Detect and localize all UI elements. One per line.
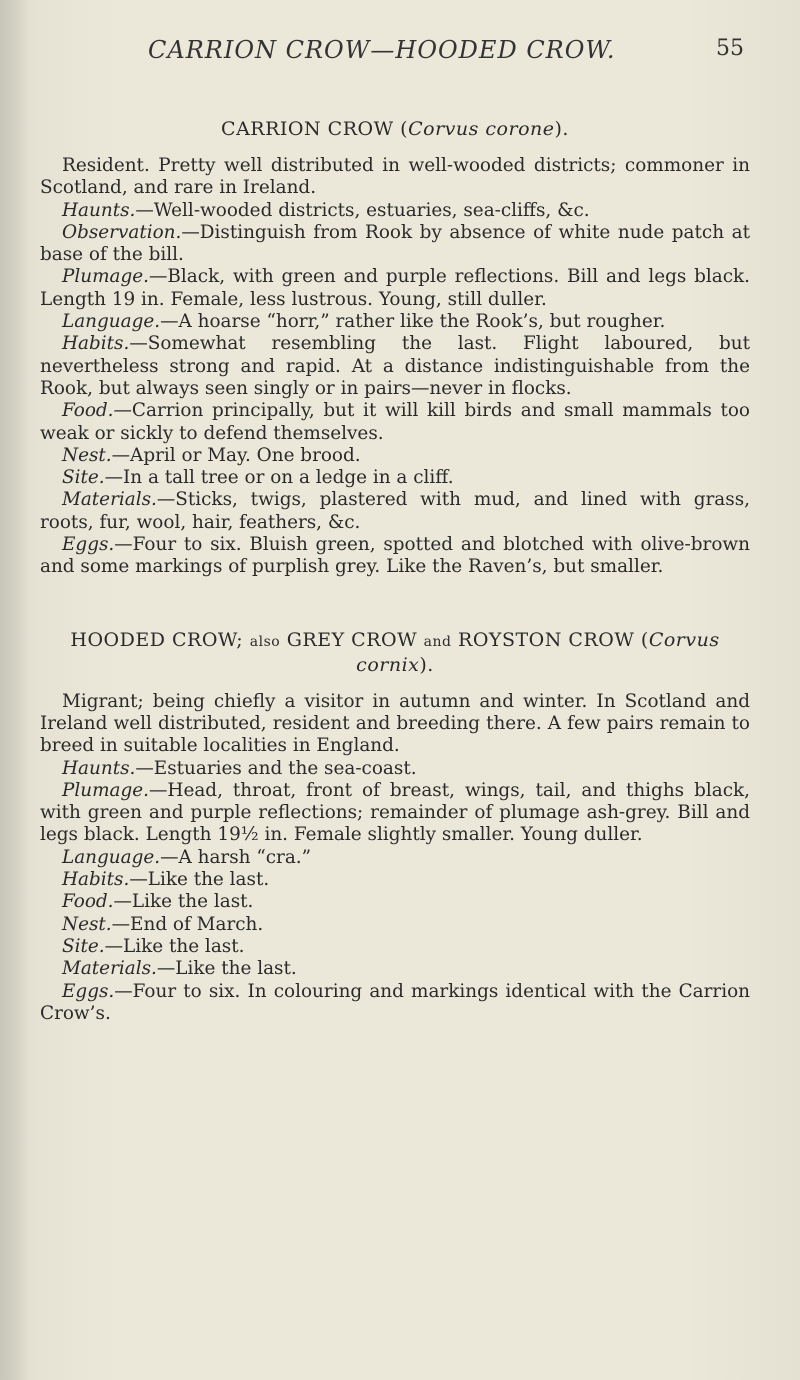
field-text: —Somewhat resembling the last. Flight laboured, but nevertheless strong and rapid. At a distance indistinguishable from the Rook, but always seen singly or in pairs—never in flocks. — [40, 333, 750, 399]
field-text: —Like the last. — [156, 958, 297, 980]
field-text: —Estuaries and the sea-coast. — [135, 757, 417, 779]
field-eggs — [40, 534, 750, 579]
field-text: —Head, throat, front of breast, wings, tail, and thighs black, with green and purple reflections; remainder of plumage ash-grey. Bill and legs black. Length 19½ in. Female slightly smaller. Young duller. — [40, 779, 750, 846]
field-plumage — [40, 780, 750, 847]
hooded-crow-latin-name: Corvus cornix — [356, 628, 720, 676]
field-nest — [40, 914, 750, 936]
field-habits — [40, 333, 750, 400]
field-label: Habits. — [62, 333, 130, 355]
field-site — [40, 936, 750, 958]
field-text: —Carrion principally, but it will kill birds and small mammals too weak or sickly to defend themselves. — [40, 400, 750, 444]
field-text: —Like the last. — [104, 935, 245, 957]
carrion-crow-intro: Resident. Pretty well distributed in well-wooded districts; commoner in Scotland, and rare in Ireland. — [40, 155, 750, 199]
field-label: Nest. — [62, 913, 112, 935]
field-language — [40, 847, 750, 869]
field-label: Food. — [62, 891, 114, 913]
field-label: Observation. — [62, 221, 182, 243]
field-text: —Four to six. In colouring and markings identical with the Carrion Crow’s. — [40, 980, 750, 1024]
hooded-crow-title: HOODED CROW; — [70, 628, 244, 651]
field-text: —Black, with green and purple reflections. Bill and legs black. Length 19 in. Female, less lustrous. Young, still duller. — [40, 266, 750, 310]
field-label: Site. — [62, 467, 105, 489]
royston-crow-title: ROYSTON CROW — [458, 628, 635, 651]
latin-paren-close: ). — [419, 653, 434, 676]
field-label: Haunts. — [62, 757, 136, 779]
carrion-crow-heading — [40, 118, 750, 141]
field-food — [40, 400, 750, 445]
carrion-crow-latin-name: Corvus corone — [408, 118, 555, 140]
field-label: Language. — [62, 311, 161, 333]
field-materials — [40, 958, 750, 980]
field-text: —Like the last. — [129, 869, 270, 891]
field-haunts — [40, 200, 750, 222]
page-gutter-shadow — [0, 0, 28, 1380]
field-label: Haunts. — [62, 199, 136, 221]
field-food — [40, 891, 750, 913]
heading-also: also — [249, 633, 281, 650]
latin-paren-close: ). — [554, 118, 569, 140]
field-label: Plumage. — [62, 266, 150, 288]
carrion-crow-fields — [40, 200, 750, 579]
section-spacer — [40, 579, 750, 629]
field-text: —End of March. — [111, 913, 264, 935]
heading-and: and — [423, 633, 452, 650]
field-site — [40, 467, 750, 489]
field-label: Materials. — [62, 489, 157, 511]
field-text: —Distinguish from Rook by absence of white nude patch at base of the bill. — [40, 221, 750, 266]
field-language — [40, 311, 750, 333]
field-text: —In a tall tree or on a ledge in a cliff. — [104, 467, 454, 489]
field-text: —Sticks, twigs, plastered with mud, and lined with grass, roots, fur, wool, hair, feathers, &c. — [40, 489, 750, 533]
field-text: —A hoarse “horr,” rather like the Rook’s, but rougher. — [160, 311, 666, 333]
field-label: Eggs. — [62, 980, 115, 1002]
field-observation — [40, 222, 750, 267]
field-text: —Like the last. — [113, 891, 254, 913]
page-body — [40, 118, 750, 1025]
field-label: Habits. — [62, 869, 130, 891]
running-head: CARRION CROW—HOODED CROW. — [148, 36, 616, 64]
field-eggs — [40, 981, 750, 1026]
field-materials — [40, 489, 750, 534]
field-label: Nest. — [62, 444, 112, 466]
field-label: Plumage. — [62, 779, 150, 801]
field-label: Site. — [62, 935, 105, 957]
latin-paren-open: ( — [400, 118, 409, 140]
hooded-crow-intro: Migrant; being chiefly a visitor in autumn and winter. In Scotland and Ireland well distributed, resident and breeding there. A few pairs remain to breed in suitable localities in England. — [40, 690, 750, 757]
field-habits — [40, 869, 750, 891]
field-label: Materials. — [62, 958, 157, 980]
field-text: —April or May. One brood. — [111, 444, 361, 466]
field-plumage — [40, 266, 750, 311]
field-text: —Well-wooded districts, estuaries, sea-cliffs, &c. — [135, 199, 590, 221]
field-label: Food. — [62, 400, 114, 422]
latin-paren-open: ( — [640, 628, 649, 651]
field-label: Language. — [62, 846, 161, 868]
hooded-crow-heading — [40, 629, 750, 677]
field-label: Eggs. — [62, 534, 115, 556]
page-number: 55 — [716, 36, 744, 61]
field-text: —A harsh “cra.” — [160, 846, 312, 868]
hooded-crow-fields — [40, 758, 750, 1026]
carrion-crow-title: CARRION CROW — [221, 118, 394, 140]
field-nest — [40, 445, 750, 467]
field-haunts — [40, 758, 750, 780]
field-text: —Four to six. Bluish green, spotted and blotched with olive-brown and some markings of purplish grey. Like the Raven’s, but smaller. — [40, 534, 750, 578]
grey-crow-title: GREY CROW — [286, 628, 418, 651]
